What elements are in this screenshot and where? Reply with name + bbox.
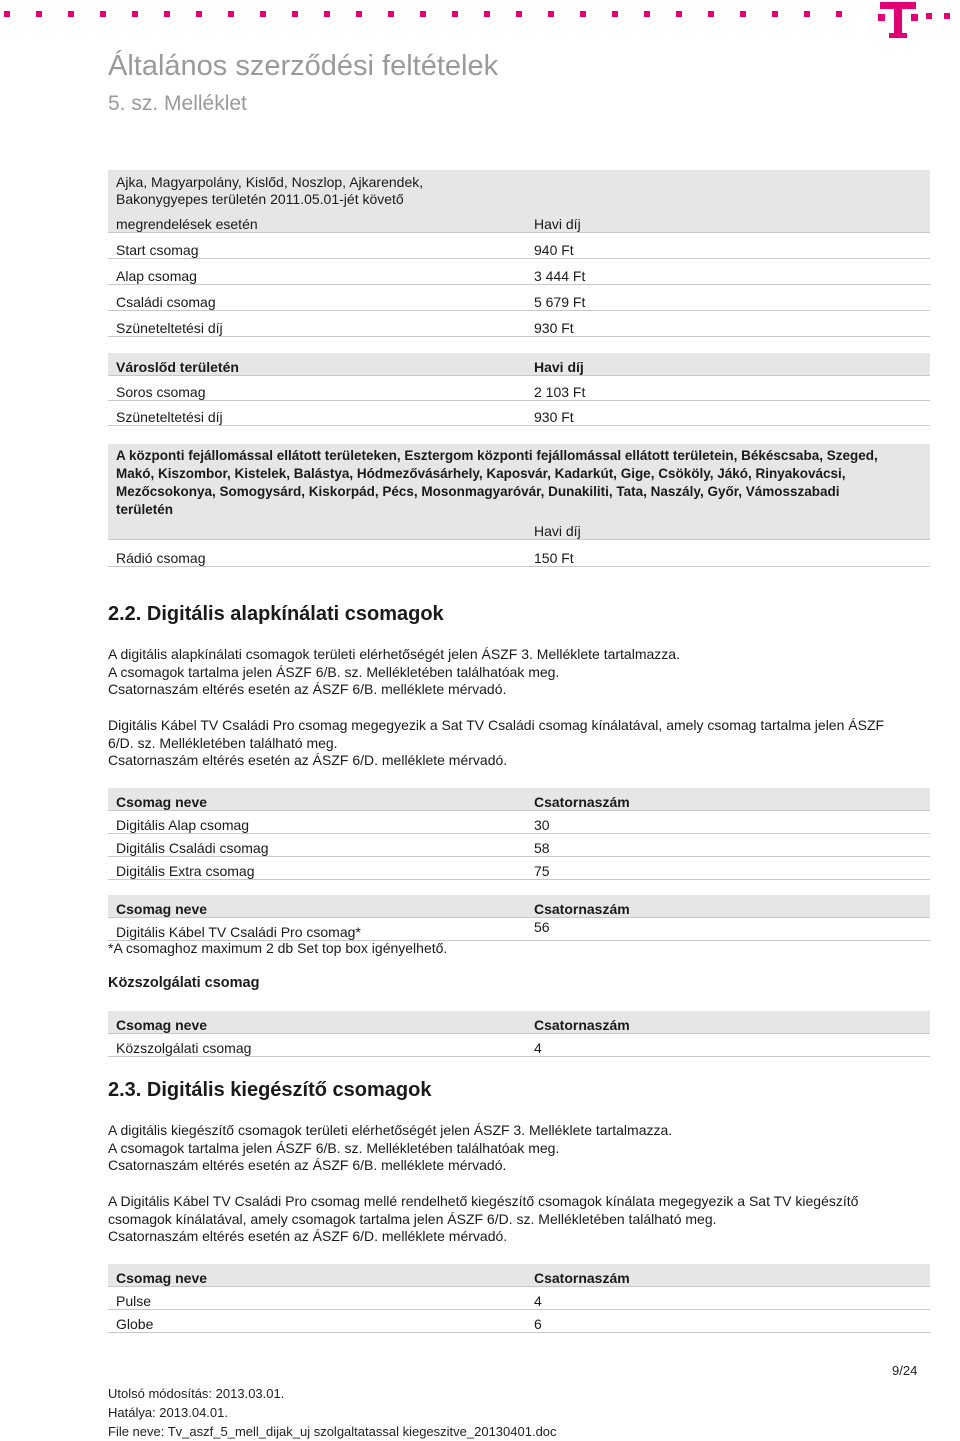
package-fee: 930 Ft <box>526 401 930 426</box>
brand-dot-row <box>0 8 860 20</box>
brand-dot <box>484 11 490 17</box>
fee-header: Havi díj <box>526 519 930 540</box>
package-name: Digitális Extra csomag <box>108 857 526 880</box>
effective-date: Hatálya: 2013.04.01. <box>108 1405 228 1420</box>
brand-dot <box>708 11 714 17</box>
channel-count: 75 <box>526 857 930 880</box>
brand-dot <box>676 11 682 17</box>
package-fee: 930 Ft <box>526 311 930 337</box>
section-heading-2-2: 2.2. Digitális alapkínálati csomagok <box>108 603 444 625</box>
section-2-2-paragraph-2: Digitális Kábel TV Családi Pro csomag megegyezik a Sat TV Családi csomag kínálatával, amely csomag tartalma jelen ÁSZF 6/D. sz. Mellékletében található meg. Csatornaszám eltérés esetén az ÁSZF 6/D. melléklete mérvadó. <box>108 717 885 768</box>
brand-dot <box>772 11 778 17</box>
fee-header: Havi díj <box>526 353 930 376</box>
brand-dot <box>324 11 330 17</box>
package-fee: 150 Ft <box>526 540 930 567</box>
package-fee: 2 103 Ft <box>526 376 930 401</box>
col-header-name: Csomag neve <box>108 788 526 811</box>
package-name: Rádió csomag <box>108 540 526 567</box>
brand-dot-tail <box>922 10 958 22</box>
channel-table-pro <box>108 895 930 941</box>
col-header-name: Csomag neve <box>108 1264 526 1287</box>
channel-table-public <box>108 1011 930 1057</box>
region-title-cont: megrendelések esetén <box>108 210 526 233</box>
package-name: Globe <box>108 1310 526 1333</box>
brand-dot <box>132 11 138 17</box>
brand-dot <box>228 11 234 17</box>
brand-dot <box>388 11 394 17</box>
brand-dot <box>580 11 586 17</box>
brand-dot <box>612 11 618 17</box>
package-name: Családi csomag <box>108 285 526 311</box>
package-name: Start csomag <box>108 233 526 259</box>
page-subtitle: 5. sz. Melléklet <box>108 92 247 115</box>
brand-dot <box>516 11 522 17</box>
region-title: A központi fejállomással ellátott területeken, Esztergom központi fejállomással ellátott területein, Békéscsaba, Szeged, Makó, Kiszombor, Kistelek, Balástya, Hódmezővásárhely, Kaposvár, Kadarkút, Gige, Csököly, Jákó, Rinyakovácsi, Mezőcsokonya, Somogysárd, Kiskorpád, Pécs, Mosonmagyaróvár, Dunakiliti, Tata, Naszály, Győr, Vámosszabadi területén <box>108 444 930 519</box>
brand-dot <box>356 11 362 17</box>
section-2-3-paragraph-2: A Digitális Kábel TV Családi Pro csomag mellé rendelhető kiegészítő csomagok kínálata megegyezik a Sat TV kiegészítő csomagok kínálatával, amely csomagok tartalma jelen ÁSZF 6/D. sz. Mellékletében található meg. Csatornaszám eltérés esetén az ÁSZF 6/D. melléklete mérvadó. <box>108 1193 859 1244</box>
fee-header: Havi díj <box>526 210 930 233</box>
col-header-channels: Csatornaszám <box>526 1011 930 1034</box>
brand-dot <box>36 11 42 17</box>
page-title: Általános szerződési feltételek <box>108 50 499 82</box>
channel-count: 4 <box>526 1287 930 1310</box>
document-footer <box>108 1384 557 1441</box>
package-name: Digitális Kábel TV Családi Pro csomag* <box>108 918 526 941</box>
package-name: Soros csomag <box>108 376 526 401</box>
channel-count: 4 <box>526 1034 930 1057</box>
col-header-channels: Csatornaszám <box>526 788 930 811</box>
public-package-label: Közszolgálati csomag <box>108 975 260 991</box>
col-header-channels: Csatornaszám <box>526 895 930 918</box>
channel-count: 56 <box>526 918 930 941</box>
package-name: Pulse <box>108 1287 526 1310</box>
col-header-channels: Csatornaszám <box>526 1264 930 1287</box>
section-2-3-paragraph-1: A digitális kiegészítő csomagok területi elérhetőségét jelen ÁSZF 3. Melléklete tartalmazza. A csomagok tartalma jelen ÁSZF 6/B. sz. Mellékletében találhatóak meg. Csatornaszám eltérés esetén az ÁSZF 6/B. melléklete mérvadó. <box>108 1122 673 1173</box>
fee-table-ajka <box>108 170 930 337</box>
brand-dot <box>68 11 74 17</box>
brand-dot <box>292 11 298 17</box>
brand-dot <box>452 11 458 17</box>
brand-dot <box>4 11 10 17</box>
page-number: 9/24 <box>892 1363 918 1378</box>
brand-dot <box>836 11 842 17</box>
col-header-name: Csomag neve <box>108 895 526 918</box>
brand-dot <box>548 11 554 17</box>
section-heading-2-3: 2.3. Digitális kiegészítő csomagok <box>108 1079 432 1101</box>
brand-dot <box>420 11 426 17</box>
package-name: Digitális Alap csomag <box>108 811 526 834</box>
file-name: File neve: Tv_aszf_5_mell_dijak_uj szolgaltatassal kiegeszitve_20130401.doc <box>108 1424 557 1439</box>
package-name: Alap csomag <box>108 259 526 285</box>
package-fee: 5 679 Ft <box>526 285 930 311</box>
fee-table-central <box>108 444 930 567</box>
package-name: Digitális Családi csomag <box>108 834 526 857</box>
col-header-name: Csomag neve <box>108 1011 526 1034</box>
brand-dot <box>740 11 746 17</box>
package-name: Közszolgálati csomag <box>108 1034 526 1057</box>
brand-dot <box>804 11 810 17</box>
brand-dot <box>164 11 170 17</box>
last-modified: Utolsó módosítás: 2013.03.01. <box>108 1386 285 1401</box>
region-title: Ajka, Magyarpolány, Kislőd, Noszlop, Ajkarendek, Bakonygyepes területén 2011.05.01-jét követő <box>108 170 930 210</box>
channel-table-basic <box>108 788 930 880</box>
channel-count: 30 <box>526 811 930 834</box>
section-2-2-paragraph-1: A digitális alapkínálati csomagok területi elérhetőségét jelen ÁSZF 3. Melléklete tartalmazza. A csomagok tartalma jelen ÁSZF 6/B. sz. Mellékletében találhatóak meg. Csatornaszám eltérés esetén az ÁSZF 6/B. melléklete mérvadó. <box>108 646 680 697</box>
brand-dot <box>100 11 106 17</box>
package-name: Szüneteltetési díj <box>108 401 526 426</box>
fee-table-varoslod <box>108 353 930 426</box>
channel-count: 6 <box>526 1310 930 1333</box>
package-fee: 3 444 Ft <box>526 259 930 285</box>
region-title: Városlőd területén <box>108 353 526 376</box>
channel-table-addon <box>108 1264 930 1333</box>
brand-dot <box>196 11 202 17</box>
telekom-logo <box>878 2 918 42</box>
brand-dot <box>644 11 650 17</box>
brand-dot <box>260 11 266 17</box>
channel-count: 58 <box>526 834 930 857</box>
package-fee: 940 Ft <box>526 233 930 259</box>
package-name: Szüneteltetési díj <box>108 311 526 337</box>
footnote: *A csomaghoz maximum 2 db Set top box igényelhető. <box>108 940 448 956</box>
